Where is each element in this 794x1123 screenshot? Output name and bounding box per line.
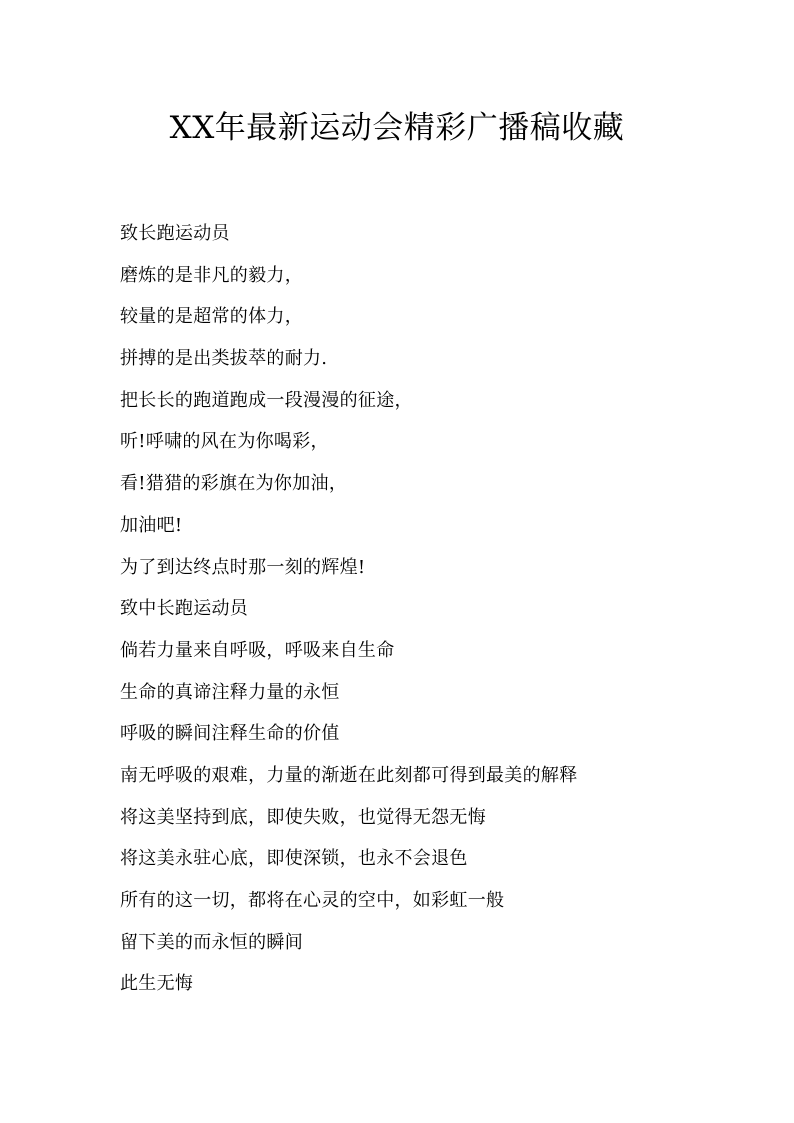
text-line: 此生无悔 bbox=[120, 973, 194, 995]
text-line: 所有的这一切，都将在心灵的空中，如彩虹一般 bbox=[120, 890, 505, 911]
text-line: 看!猎猎的彩旗在为你加油， bbox=[120, 473, 348, 495]
text-line: 将这美永驻心底，即使深锁，也永不会退色 bbox=[120, 848, 468, 870]
text-line: 为了到达终点时那一刻的辉煌! bbox=[120, 556, 366, 578]
text-line: 加油吧! bbox=[120, 514, 183, 536]
text-line: 将这美坚持到底，即使失败，也觉得无怨无悔 bbox=[120, 806, 486, 828]
text-line: 听!呼啸的风在为你喝彩， bbox=[120, 431, 329, 453]
text-line: 倘若力量来自呼吸，呼吸来自生命 bbox=[120, 639, 395, 661]
text-line: 致长跑运动员 bbox=[120, 223, 230, 244]
document-title: XX年最新运动会精彩广播稿收藏 bbox=[169, 110, 625, 146]
text-line: 磨炼的是非凡的毅力， bbox=[120, 264, 303, 286]
text-line: 把长长的跑道跑成一段漫漫的征途， bbox=[120, 389, 413, 411]
text-line: 生命的真谛注释力量的永恒 bbox=[120, 681, 340, 703]
text-line: 拼搏的是出类拔萃的耐力. bbox=[120, 348, 328, 370]
text-line: 留下美的而永恒的瞬间 bbox=[120, 931, 303, 953]
text-line: 南无呼吸的艰难，力量的渐逝在此刻都可得到最美的解释 bbox=[120, 764, 578, 786]
text-line: 呼吸的瞬间注释生命的价值 bbox=[120, 723, 340, 745]
text-line: 致中长跑运动员 bbox=[120, 598, 249, 620]
text-line: 较量的是超常的体力， bbox=[120, 306, 303, 328]
document-body bbox=[120, 213, 760, 1005]
